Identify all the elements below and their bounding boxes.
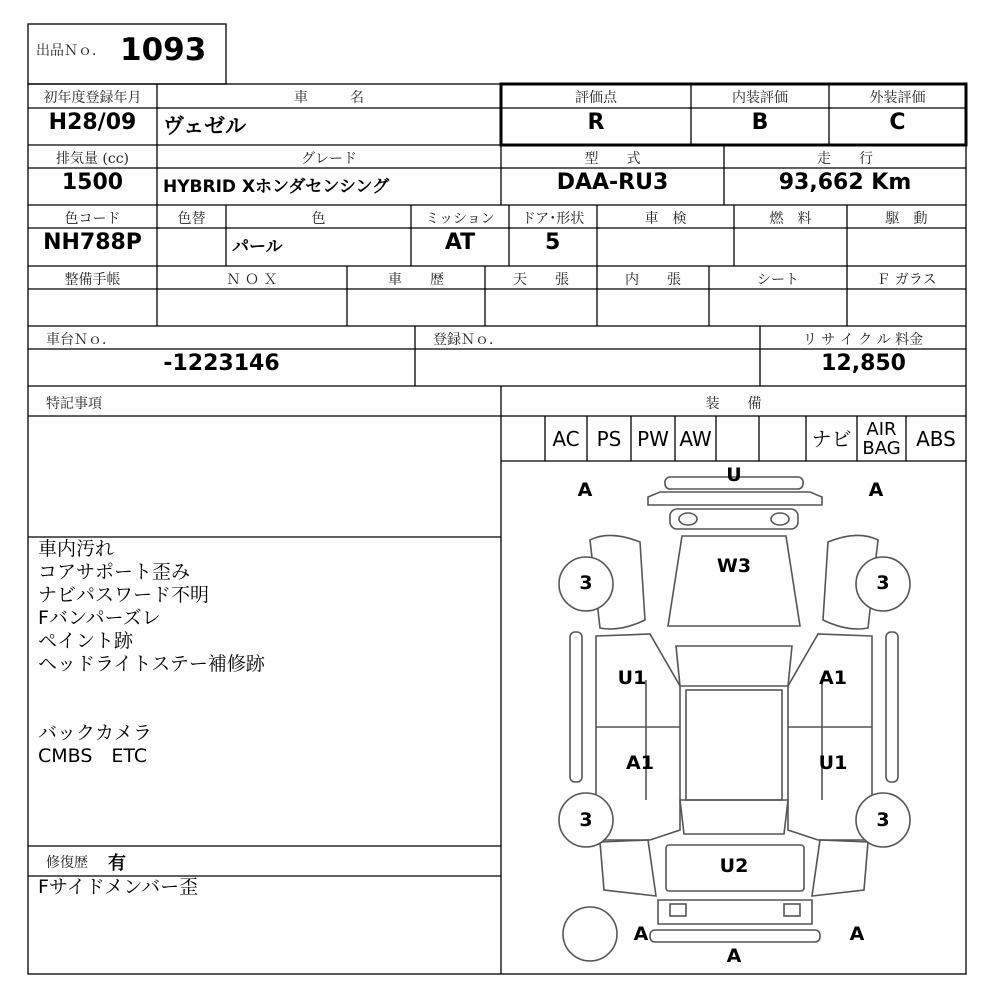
mark-right-front-door: A1 bbox=[819, 667, 847, 689]
mark-tire-front-left: 3 bbox=[579, 572, 593, 594]
repaint-label: 色替 bbox=[177, 211, 206, 227]
note-line: ヘッドライトステー補修跡 bbox=[38, 653, 265, 675]
score-value: R bbox=[587, 110, 605, 135]
door-shape-value: 5 bbox=[545, 230, 561, 255]
front-bumper bbox=[648, 492, 822, 505]
equipment-aw: AW bbox=[679, 426, 712, 451]
equipment-ps: PS bbox=[596, 426, 622, 451]
model-label: 型 式 bbox=[584, 151, 641, 167]
score-label: 評価点 bbox=[575, 90, 617, 106]
left-rear-fender bbox=[600, 840, 656, 896]
mark-right-rear-door: U1 bbox=[818, 752, 848, 774]
spare-tire bbox=[563, 907, 617, 961]
mark-tire-rear-left: 3 bbox=[579, 809, 593, 831]
interior-rating-label: 内装評価 bbox=[732, 90, 788, 106]
rear-bumper-lower bbox=[650, 930, 820, 942]
mileage-label: 走 行 bbox=[817, 151, 873, 167]
equipment-label: 装 備 bbox=[705, 396, 762, 412]
repair-history-value: 有 bbox=[108, 853, 126, 873]
exterior-rating-label: 外装評価 bbox=[869, 90, 926, 106]
mark-tire-rear-right: 3 bbox=[876, 809, 890, 831]
recycle-fee-label: リ サ イ ク ル 料金 bbox=[802, 332, 924, 348]
front-glass-label: Ｆ ガラス bbox=[876, 272, 937, 288]
mark-trunk: U2 bbox=[719, 855, 749, 877]
interior-trim-label: 内 張 bbox=[625, 272, 681, 288]
repair-history-label: 修復歴 bbox=[46, 855, 88, 871]
mark-front-right-corner: A bbox=[868, 479, 884, 501]
color-code-label: 色コード bbox=[64, 211, 121, 227]
note-line: ペイント跡 bbox=[38, 630, 134, 652]
lot-number-label: 出品Ｎｏ． bbox=[36, 43, 106, 59]
equipment-pw: PW bbox=[637, 426, 669, 451]
grade-value: HYBRID Xホンダセンシング bbox=[163, 177, 390, 197]
color-code-value: NH788P bbox=[43, 230, 142, 255]
right-rear-fender bbox=[812, 840, 868, 896]
exterior-rating-value: C bbox=[889, 110, 906, 135]
lot-number: 1093 bbox=[120, 32, 207, 68]
note-line: バックカメラ bbox=[38, 722, 153, 744]
interior-rating-value: B bbox=[751, 110, 769, 135]
displacement-value: 1500 bbox=[61, 170, 124, 195]
model-value: DAA-RU3 bbox=[556, 170, 669, 195]
mission-value: AT bbox=[444, 230, 476, 255]
car-name-label: 車 名 bbox=[294, 90, 364, 106]
note-line: 車内汚れ bbox=[38, 538, 115, 560]
mark-rear-right: A bbox=[849, 923, 865, 945]
airbag-label-part: AIR bbox=[866, 418, 897, 440]
note-line: CMBS ETC bbox=[38, 745, 148, 767]
mark-left-rear-door: A1 bbox=[626, 752, 654, 774]
chassis-number-label: 車台Ｎｏ． bbox=[46, 332, 116, 348]
nox-label: Ｎ Ｏ Ｘ bbox=[226, 272, 278, 288]
mission-label: ミッション bbox=[425, 211, 495, 227]
windshield-shape bbox=[668, 536, 800, 626]
mark-left-front-door: U1 bbox=[617, 667, 647, 689]
mileage-value: 93,662 Km bbox=[778, 170, 912, 195]
drive-label: 駆 動 bbox=[885, 211, 928, 227]
mark-front-left-corner: A bbox=[577, 479, 593, 501]
equipment-ac: AC bbox=[552, 426, 580, 451]
grade-label: グレード bbox=[301, 151, 357, 167]
repair-line: Fサイドメンバー歪 bbox=[38, 876, 199, 898]
note-line: コアサポート歪み bbox=[38, 561, 191, 583]
recycle-fee-value: 12,850 bbox=[821, 351, 906, 376]
front-grille bbox=[670, 509, 798, 529]
first-registration-value: H28/09 bbox=[48, 110, 137, 135]
airbag-label-part: BAG bbox=[862, 437, 901, 459]
equipment-abs: ABS bbox=[916, 426, 956, 451]
chassis-number-value: -1223146 bbox=[163, 351, 280, 376]
note-line: Fバンパーズレ bbox=[38, 607, 161, 629]
mark-windshield: W3 bbox=[716, 555, 752, 577]
fuel-label: 燃 料 bbox=[769, 211, 812, 227]
color-label: 色 bbox=[311, 211, 326, 227]
rear-window bbox=[680, 800, 788, 834]
maintenance-record-label: 整備手帳 bbox=[64, 272, 121, 288]
registration-number-label: 登録Ｎｏ． bbox=[433, 332, 503, 348]
equipment-navi: ナビ bbox=[811, 426, 852, 451]
displacement-label: 排気量 (cc) bbox=[55, 151, 130, 167]
note-line: ナビパスワード不明 bbox=[38, 584, 210, 606]
inspection-label: 車 検 bbox=[644, 211, 687, 227]
mark-rear-left: A bbox=[633, 923, 649, 945]
mark-rear-bumper: A bbox=[726, 945, 742, 967]
first-registration-label: 初年度登録年月 bbox=[43, 90, 142, 106]
seat-label: シート bbox=[757, 272, 799, 288]
special-notes-label: 特記事項 bbox=[46, 396, 102, 412]
car-name-value: ヴェゼル bbox=[163, 114, 247, 138]
door-shape-label: ドア･形状 bbox=[521, 211, 585, 227]
vehicle-history-label: 車 歴 bbox=[388, 272, 444, 288]
mark-front-bumper: U bbox=[726, 464, 742, 486]
headliner-label: 天 張 bbox=[513, 272, 569, 288]
color-value: パール bbox=[232, 237, 283, 257]
mark-tire-front-right: 3 bbox=[876, 572, 890, 594]
